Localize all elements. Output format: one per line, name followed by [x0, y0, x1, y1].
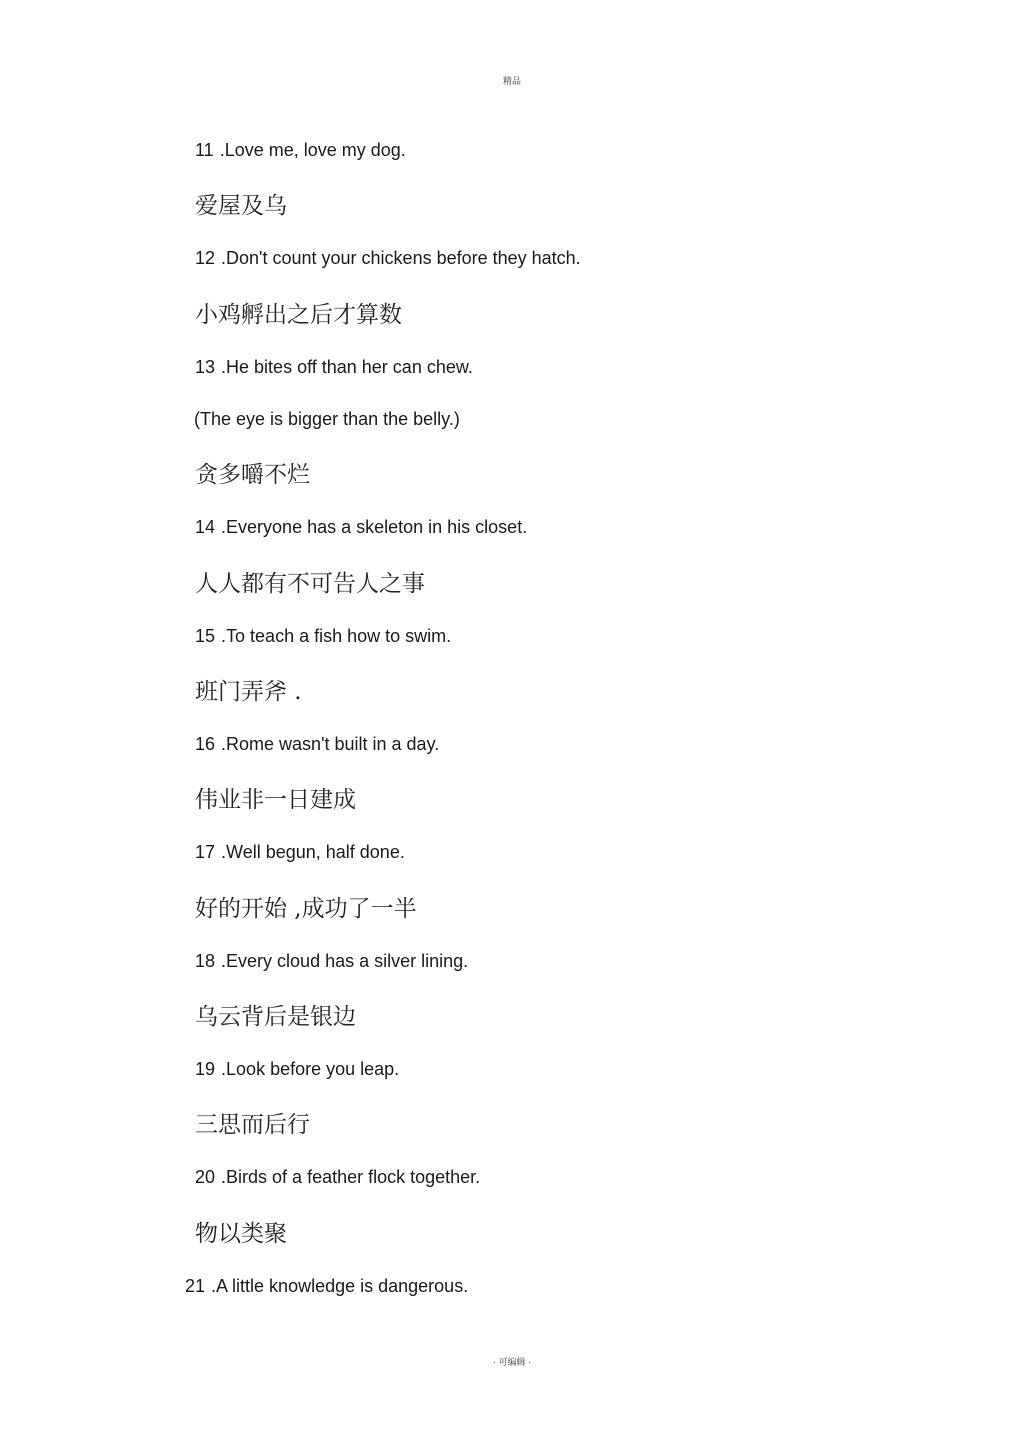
- proverb-chinese: 小鸡孵出之后才算数: [195, 302, 402, 328]
- proverb-chinese: 好的开始 ,成功了一半: [195, 896, 417, 922]
- proverb-english: [195, 357, 473, 378]
- proverb-english: [195, 1167, 480, 1188]
- item-number: 11: [195, 140, 214, 160]
- item-number: 12: [195, 248, 216, 268]
- proverb-english: [195, 842, 405, 863]
- proverb-chinese: 贪多嚼不烂: [195, 462, 310, 488]
- proverb-text: .Everyone has a skeleton in his closet.: [221, 517, 528, 537]
- proverb-chinese: 爱屋及乌: [195, 193, 287, 219]
- item-number: 13: [195, 357, 216, 377]
- proverb-english: [195, 517, 527, 538]
- proverb-text: .To teach a fish how to swim.: [221, 626, 452, 646]
- proverb-text: .Well begun, half done.: [221, 842, 405, 862]
- proverb-chinese: 三思而后行: [195, 1112, 310, 1138]
- item-number: 21: [185, 1276, 206, 1296]
- proverb-text: .Don't count your chickens before they hatch.: [221, 248, 581, 268]
- page-header: 精品: [502, 76, 521, 86]
- proverb-text: .Love me, love my dog.: [219, 140, 406, 160]
- proverb-chinese: 伟业非一日建成: [195, 787, 356, 813]
- proverb-english: [195, 734, 439, 755]
- item-number: 16: [195, 734, 216, 754]
- proverb-text: .Birds of a feather flock together.: [221, 1167, 481, 1187]
- proverb-english-alt: (The eye is bigger than the belly.): [194, 409, 460, 429]
- proverb-text: .He bites off than her can chew.: [221, 357, 473, 377]
- page-footer: · 可编辑 ·: [493, 1357, 531, 1367]
- proverb-english: [195, 951, 468, 972]
- proverb-chinese: 乌云背后是银边: [195, 1004, 356, 1030]
- item-number: 14: [195, 517, 216, 537]
- proverb-text: .Look before you leap.: [221, 1059, 400, 1079]
- proverb-english: [195, 140, 406, 161]
- proverb-text: .Rome wasn't built in a day.: [221, 734, 440, 754]
- proverb-english: [195, 626, 451, 647]
- proverb-english: [195, 1059, 399, 1080]
- item-number: 15: [195, 626, 216, 646]
- item-number: 19: [195, 1059, 216, 1079]
- item-number: 17: [195, 842, 216, 862]
- proverb-text: .Every cloud has a silver lining.: [221, 951, 469, 971]
- item-number: 20: [195, 1167, 216, 1187]
- proverb-chinese: 班门弄斧 .: [195, 679, 302, 705]
- proverb-text: .A little knowledge is dangerous.: [211, 1276, 469, 1296]
- proverb-english: [195, 248, 581, 269]
- proverb-english: [185, 1276, 468, 1297]
- proverb-chinese: 人人都有不可告人之事: [195, 571, 425, 597]
- proverb-chinese: 物以类聚: [195, 1221, 287, 1247]
- item-number: 18: [195, 951, 216, 971]
